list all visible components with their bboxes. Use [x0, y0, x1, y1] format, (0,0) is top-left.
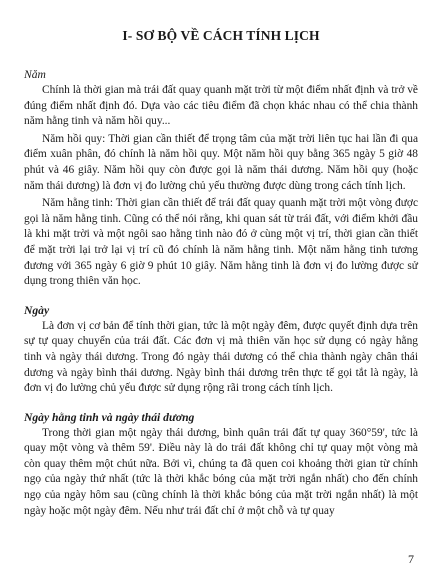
page-title: I- SƠ BỘ VỀ CÁCH TÍNH LỊCH	[122, 28, 320, 43]
section-heading-ngay-hang-tinh: Ngày hằng tinh và ngày thái dương	[24, 410, 195, 424]
document-page	[24, 18, 418, 521]
section-heading-ngay: Ngày	[24, 303, 50, 317]
paragraph: Chính là thời gian mà trái đất quay quanh mặt trời từ một điểm nhất định và trở về đúng điểm nhất định đó. Dựa vào các tiêu điểm đã chọn khác nhau có thể chia thành năm hằng tinh và năm hồi quy...	[24, 84, 418, 128]
paragraph: Trong thời gian một ngày thái dương, bình quân trái đất tự quay 360°59', tức là quay một vòng và thêm 59'. Điều này là do trái đất không chỉ tự quay một vòng mà còn quay thêm một chút nữa. Bởi vì, chúng ta đã quen coi khoảng thời gian từ chính ngọ của ngày thứ nhất (tức là thời khắc bóng của mặt trời ngắn nhất) cho đến chính ngọ của ngày hôm sau (cũng chính là thời khắc bóng của mặt trời ngắn nhất) là một ngày hoặc một ngày đêm. Nếu như trái đất chỉ ở một chỗ và tự quay	[24, 426, 418, 517]
section-ngay	[24, 304, 418, 397]
section-ngay-hang-tinh	[24, 411, 418, 520]
paragraph: Năm hằng tinh: Thời gian cần thiết để trái đất quay quanh mặt trời một vòng được gọi là năm hằng tinh. Cũng có thể nói rằng, khi quan sát từ trái đất, với điểm khởi đầu là khi mặt trời và một ngôi sao hằng tinh nào đó ở cùng một vị trí, thời gian cần thiết để mặt trời lại trở lại vị trí cũ đó chính là năm hằng tinh. Một năm hằng tinh tương đương với 365 ngày 6 giờ 9 phút 10 giây. Năm hằng tinh là đơn vị đo lường được sử dụng trong thiên văn học.	[24, 197, 418, 288]
page-number: 7	[408, 552, 414, 566]
paragraph: Năm hồi quy: Thời gian cần thiết để trọng tâm của mặt trời liên tục hai lần đi qua điểm xuân phân, đó chính là năm hồi quy. Một năm hồi quy bằng 365 ngày 5 giờ 48 phút và 46 giây. Năm hồi quy còn được gọi là năm thái dương. Năm hồi quy (hoặc năm thái dương) là đơn vị đo lường chủ yếu thường được dùng trong cách tính lịch.	[24, 132, 418, 192]
section-heading-nam: Năm	[24, 68, 46, 81]
section-nam	[24, 68, 418, 290]
paragraph: Là đơn vị cơ bản để tính thời gian, tức là một ngày đêm, được quyết định dựa trên sự tự quay chuyển của trái đất. Các đơn vị mà thiên văn học sử dụng có ngày hằng tinh và ngày thái dương. Trong đó ngày thái dương có thể chia thành ngày chân thái dương và ngày bình thái dương. Ngày bình thái dương trên thực tế gọi tắt là ngày, là đơn vị đo lường chủ yếu được sử dụng rộng rãi trong cách tính lịch.	[24, 319, 418, 395]
